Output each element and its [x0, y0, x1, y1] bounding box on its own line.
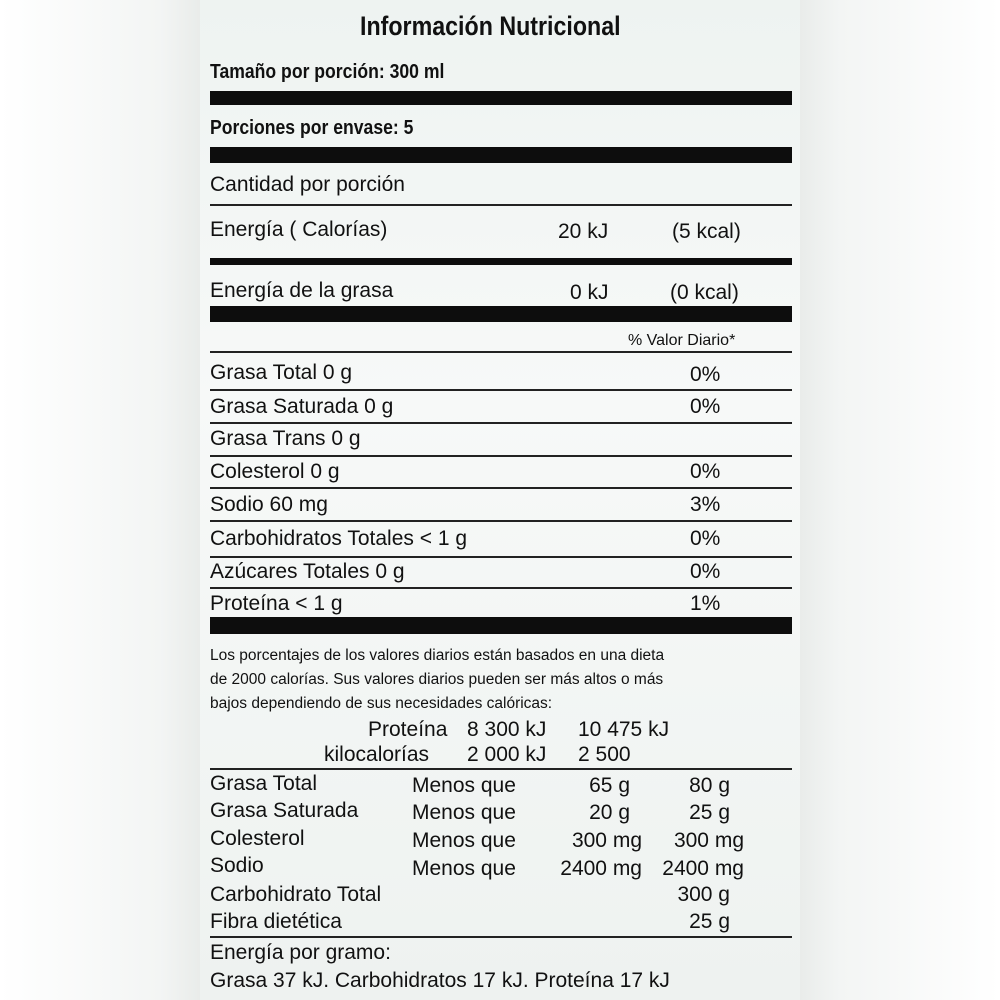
limit-b: 25 g [689, 910, 730, 933]
limit-name: Fibra dietética [210, 910, 342, 933]
divider-medium [210, 258, 792, 265]
limit-a: 2400 mg [560, 857, 642, 880]
calorie-ref-label: kilocalorías [324, 743, 430, 766]
amount-per-serving: Cantidad por porción [210, 173, 405, 196]
nutrient-name: Azúcares Totales 0 g [210, 560, 405, 583]
limit-a: 65 g [589, 774, 630, 797]
nutrient-dv: 0% [690, 527, 721, 550]
nutrient-name: Proteína < 1 g [210, 592, 343, 615]
limit-name: Carbohidrato Total [210, 883, 382, 906]
nutrient-name: Grasa Total 0 g [210, 361, 353, 384]
divider-thin [210, 389, 792, 391]
limit-b: 300 g [677, 883, 730, 906]
nutrient-dv: 1% [690, 592, 721, 615]
calorie-ref-b: 10 475 kJ [578, 718, 670, 741]
limit-b: 2400 mg [662, 857, 744, 880]
limit-a: 20 g [589, 801, 630, 824]
limit-name: Grasa Saturada [210, 799, 359, 822]
energy-kj: 20 kJ [558, 220, 609, 243]
energy-kcal: (5 kcal) [672, 220, 741, 243]
limit-a: 300 mg [571, 829, 642, 852]
limit-cond: Menos que [412, 829, 516, 852]
nutrient-name: Carbohidratos Totales < 1 g [210, 527, 468, 550]
nutrient-name: Sodio 60 mg [210, 493, 328, 516]
footnote-line: de 2000 calorías. Sus valores diarios pueden ser más altos o más [210, 671, 664, 688]
background-left [0, 0, 200, 1000]
limit-b: 300 mg [673, 829, 744, 852]
divider-thin [210, 487, 792, 489]
limit-name: Sodio [210, 854, 264, 877]
daily-value-header: % Valor Diario* [628, 332, 736, 349]
footnote-line: bajos dependiendo de sus necesidades calóricas: [210, 695, 553, 712]
divider-thin [210, 204, 792, 206]
limit-b: 80 g [689, 774, 730, 797]
energy-per-gram: Grasa 37 kJ. Carbohidratos 17 kJ. Proteína 17 kJ [210, 969, 670, 992]
serving-size: Tamaño por porción: 300 ml [210, 61, 445, 83]
divider-thick [210, 617, 792, 634]
calorie-ref-b: 2 500 [578, 743, 631, 766]
limit-b: 25 g [689, 801, 730, 824]
nutrient-dv: 0% [690, 395, 721, 418]
servings-per-container: Porciones por envase: 5 [210, 117, 414, 139]
nutrient-dv: 0% [690, 363, 721, 386]
nutrient-name: Grasa Trans 0 g [210, 427, 361, 450]
nutrient-name: Colesterol 0 g [210, 460, 340, 483]
nutrient-dv: 0% [690, 460, 721, 483]
calorie-ref-a: 2 000 kJ [467, 743, 547, 766]
calorie-ref-label: Proteína [368, 718, 448, 741]
divider-thin [210, 556, 792, 558]
nutrient-dv: 3% [690, 493, 721, 516]
calorie-ref-a: 8 300 kJ [467, 718, 547, 741]
limit-cond: Menos que [412, 801, 516, 824]
divider-thin [210, 587, 792, 589]
divider-thin [210, 520, 792, 522]
energy-label: Energía ( Calorías) [210, 218, 388, 241]
limit-name: Grasa Total [210, 772, 317, 795]
divider-thin [210, 422, 792, 424]
divider-thin [210, 351, 792, 353]
energy-fat-kcal: (0 kcal) [670, 281, 739, 304]
divider-thin [210, 455, 792, 457]
limit-cond: Menos que [412, 857, 516, 880]
footnote-line: Los porcentajes de los valores diarios están basados en una dieta [210, 647, 665, 664]
energy-fat-label: Energía de la grasa [210, 279, 394, 302]
divider-thin [210, 768, 792, 770]
label-title: Información Nutricional [360, 11, 621, 41]
divider-thick [210, 306, 792, 322]
divider-thin [210, 936, 792, 938]
nutrient-name: Grasa Saturada 0 g [210, 395, 394, 418]
limit-cond: Menos que [412, 774, 516, 797]
limit-name: Colesterol [210, 827, 305, 850]
energy-fat-kj: 0 kJ [570, 281, 609, 304]
energy-per-gram-title: Energía por gramo: [210, 941, 391, 964]
divider-thick [210, 147, 792, 163]
background-right [800, 0, 1000, 1000]
nutrient-dv: 0% [690, 560, 721, 583]
divider-thick [210, 91, 792, 105]
nutrition-label [200, 0, 800, 1000]
